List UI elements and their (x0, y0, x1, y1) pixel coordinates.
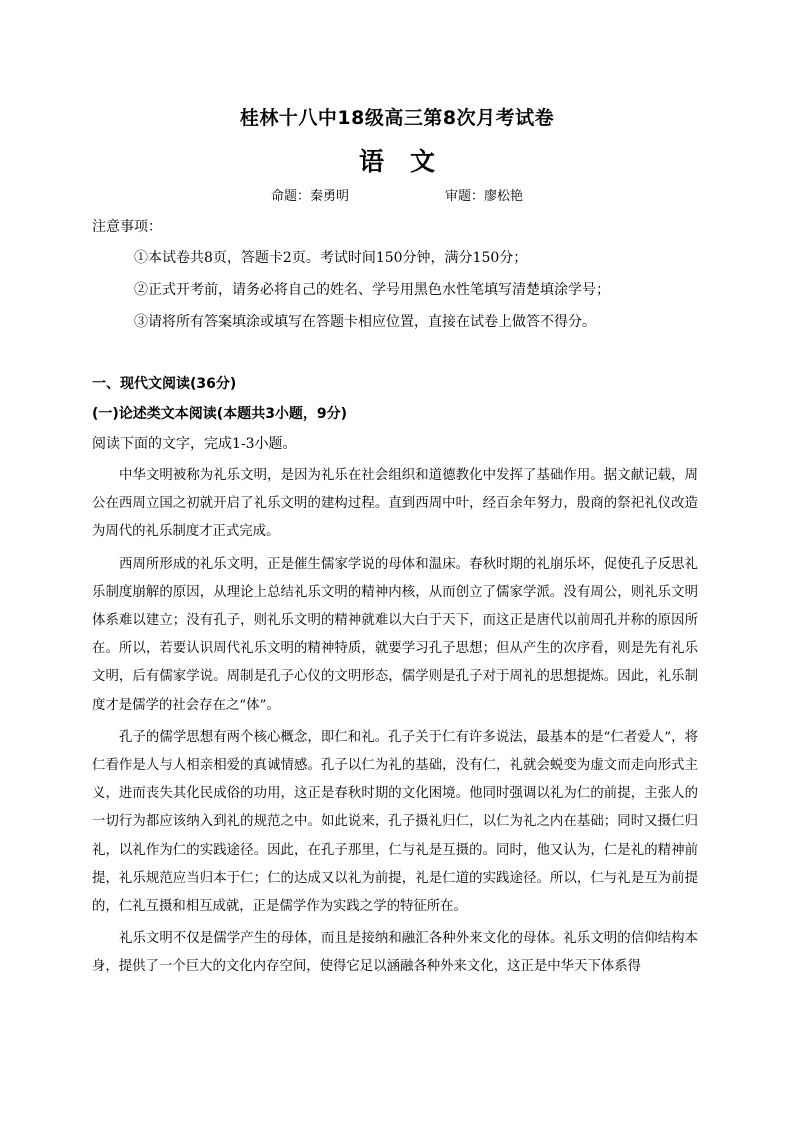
sub-section-title: (一)论述类文本阅读(本题共3小题，9分) (92, 406, 348, 422)
author-line (0, 185, 794, 204)
passage-paragraph: 孔子的儒学思想有两个核心概念，即仁和礼。孔子关于仁有许多说法，最基本的是“仁者爱人”，将仁看作是人与人相亲相爱的真诚情感。孔子以仁为礼的基础，没有仁，礼就会蜕变为虚文而走向形式主义，进而丧失其化民成俗的功用，这正是春秋时期的文化困境。他同时强调以礼为仁的前提，主张人的一切行为都应该纳入到礼的规范之中。如此说来，孔子摄礼归仁，以仁为礼之内在基础；同时又摄仁归礼，以礼作为仁的实践途径。因此，在孔子那里，仁与礼是互摄的。同时，他又认为，仁是礼的精神前提，礼乐规范应当归本于仁；仁的达成又以礼为前提，礼是仁道的实践途径。所以，仁与礼是互为前提的，仁礼互摄和相互成就，正是儒学作为实践之学的特征所在。 (92, 729, 698, 915)
question-setter: 命题：秦勇明 (270, 189, 349, 204)
note-item: ①本试卷共8页，答题卡2页。考试时间150分钟，满分150分； (134, 250, 528, 266)
subject-title: 语文 (358, 147, 461, 176)
notes-heading: 注意事项： (92, 219, 162, 235)
passage-paragraph: 西周所形成的礼乐文明，正是催生儒家学说的母体和温床。春秋时期的礼崩乐坏，促使孔子反思礼乐制度崩解的原因，从理论上总结礼乐文明的精神内核，从而创立了儒家学派。没有周公，则礼乐文明体系难以建立；没有孔子，则礼乐文明的精神就难以大白于天下，而这正是唐代以前周孔并称的原因所在。所以，若要认识周代礼乐文明的精神特质，就要学习孔子思想；但从产生的次序看，则是先有礼乐文明，后有儒家学说。周制是孔子心仪的文明形态，儒学则是孔子对于周礼的思想提炼。因此，礼乐制度才是儒学的社会存在之“体”。 (92, 556, 698, 713)
passage-paragraph: 礼乐文明不仅是儒学产生的母体，而且是接纳和融汇各种外来文化的母体。礼乐文明的信仰结构本身，提供了一个巨大的文化内存空间，使得它足以涵融各种外来文化，这正是中华天下体系得 (92, 931, 698, 975)
reviewer: 审题：廖松艳 (445, 189, 524, 204)
passage-paragraph: 中华文明被称为礼乐文明，是因为礼乐在社会组织和道德教化中发挥了基础作用。据文献记载，周公在西周立国之初就开启了礼乐文明的建构过程。直到西周中叶，经百余年努力，殷商的祭祀礼仪改造为周代的礼乐制度才正式完成。 (92, 468, 698, 540)
reading-instruction: 阅读下面的文字，完成1-3小题。 (92, 436, 297, 452)
reading-passage (92, 462, 698, 986)
note-item: ②正式开考前，请务必将自己的姓名、学号用黑色水性笔填写清楚填涂学号； (134, 282, 610, 298)
note-item: ③请将所有答案填涂或填写在答题卡相应位置，直接在试卷上做答不得分。 (134, 314, 596, 330)
part-title: 一、现代文阅读(36分) (92, 376, 237, 392)
exam-title: 桂林十八中18级高三第8次月考试卷 (239, 107, 555, 129)
